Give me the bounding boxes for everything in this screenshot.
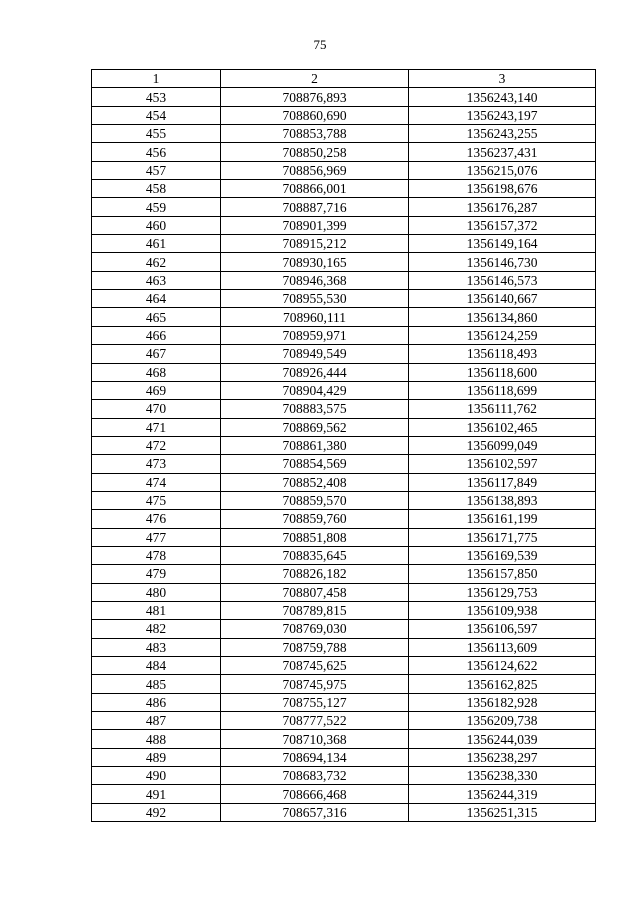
y-coordinate-cell: 1356157,372 bbox=[409, 216, 596, 234]
table-row bbox=[92, 693, 596, 711]
point-number-cell: 486 bbox=[92, 693, 221, 711]
y-coordinate-cell: 1356109,938 bbox=[409, 601, 596, 619]
y-coordinate-cell: 1356106,597 bbox=[409, 620, 596, 638]
table-row bbox=[92, 345, 596, 363]
x-coordinate-cell: 708759,788 bbox=[221, 638, 409, 656]
y-coordinate-cell: 1356244,039 bbox=[409, 730, 596, 748]
y-coordinate-cell: 1356209,738 bbox=[409, 712, 596, 730]
point-number-cell: 473 bbox=[92, 455, 221, 473]
x-coordinate-cell: 708777,522 bbox=[221, 712, 409, 730]
point-number-cell: 462 bbox=[92, 253, 221, 271]
table-row bbox=[92, 400, 596, 418]
table-row bbox=[92, 180, 596, 198]
table-row bbox=[92, 565, 596, 583]
table-row bbox=[92, 106, 596, 124]
table-row bbox=[92, 216, 596, 234]
x-coordinate-cell: 708826,182 bbox=[221, 565, 409, 583]
table-row bbox=[92, 675, 596, 693]
table-body bbox=[92, 88, 596, 822]
point-number-cell: 455 bbox=[92, 125, 221, 143]
point-number-cell: 485 bbox=[92, 675, 221, 693]
table-row bbox=[92, 290, 596, 308]
y-coordinate-cell: 1356118,699 bbox=[409, 381, 596, 399]
point-number-cell: 453 bbox=[92, 88, 221, 106]
table-row bbox=[92, 253, 596, 271]
y-coordinate-cell: 1356117,849 bbox=[409, 473, 596, 491]
x-coordinate-cell: 708666,468 bbox=[221, 785, 409, 803]
table-header bbox=[92, 70, 596, 88]
table-row bbox=[92, 730, 596, 748]
y-coordinate-cell: 1356149,164 bbox=[409, 235, 596, 253]
x-coordinate-cell: 708853,788 bbox=[221, 125, 409, 143]
y-coordinate-cell: 1356171,775 bbox=[409, 528, 596, 546]
point-number-cell: 492 bbox=[92, 803, 221, 821]
y-coordinate-cell: 1356162,825 bbox=[409, 675, 596, 693]
table-row bbox=[92, 528, 596, 546]
x-coordinate-cell: 708657,316 bbox=[221, 803, 409, 821]
x-coordinate-cell: 708755,127 bbox=[221, 693, 409, 711]
x-coordinate-cell: 708930,165 bbox=[221, 253, 409, 271]
table-row bbox=[92, 491, 596, 509]
table-row bbox=[92, 620, 596, 638]
y-coordinate-cell: 1356124,622 bbox=[409, 657, 596, 675]
y-coordinate-cell: 1356243,197 bbox=[409, 106, 596, 124]
point-number-cell: 475 bbox=[92, 491, 221, 509]
table-row bbox=[92, 601, 596, 619]
y-coordinate-cell: 1356102,465 bbox=[409, 418, 596, 436]
x-coordinate-cell: 708789,815 bbox=[221, 601, 409, 619]
x-coordinate-cell: 708883,575 bbox=[221, 400, 409, 418]
table-row bbox=[92, 748, 596, 766]
table-row bbox=[92, 436, 596, 454]
y-coordinate-cell: 1356251,315 bbox=[409, 803, 596, 821]
page-number: 75 bbox=[313, 37, 327, 52]
x-coordinate-cell: 708955,530 bbox=[221, 290, 409, 308]
x-coordinate-cell: 708926,444 bbox=[221, 363, 409, 381]
point-number-cell: 458 bbox=[92, 180, 221, 198]
x-coordinate-cell: 708854,569 bbox=[221, 455, 409, 473]
point-number-cell: 474 bbox=[92, 473, 221, 491]
table-row bbox=[92, 143, 596, 161]
point-number-cell: 454 bbox=[92, 106, 221, 124]
table-row bbox=[92, 235, 596, 253]
x-coordinate-cell: 708869,562 bbox=[221, 418, 409, 436]
y-coordinate-cell: 1356243,140 bbox=[409, 88, 596, 106]
table-row bbox=[92, 308, 596, 326]
x-coordinate-cell: 708876,893 bbox=[221, 88, 409, 106]
table-row bbox=[92, 271, 596, 289]
x-coordinate-cell: 708851,808 bbox=[221, 528, 409, 546]
table-row bbox=[92, 767, 596, 785]
y-coordinate-cell: 1356182,928 bbox=[409, 693, 596, 711]
x-coordinate-cell: 708807,458 bbox=[221, 583, 409, 601]
y-coordinate-cell: 1356238,297 bbox=[409, 748, 596, 766]
y-coordinate-cell: 1356138,893 bbox=[409, 491, 596, 509]
y-coordinate-cell: 1356161,199 bbox=[409, 510, 596, 528]
point-number-cell: 463 bbox=[92, 271, 221, 289]
point-number-cell: 491 bbox=[92, 785, 221, 803]
point-number-cell: 464 bbox=[92, 290, 221, 308]
point-number-cell: 476 bbox=[92, 510, 221, 528]
x-coordinate-cell: 708960,111 bbox=[221, 308, 409, 326]
table-row bbox=[92, 583, 596, 601]
point-number-cell: 470 bbox=[92, 400, 221, 418]
header-col-1: 1 bbox=[92, 70, 221, 88]
x-coordinate-cell: 708866,001 bbox=[221, 180, 409, 198]
table-row bbox=[92, 363, 596, 381]
x-coordinate-cell: 708745,625 bbox=[221, 657, 409, 675]
point-number-cell: 482 bbox=[92, 620, 221, 638]
point-number-cell: 465 bbox=[92, 308, 221, 326]
table-row bbox=[92, 510, 596, 528]
point-number-cell: 466 bbox=[92, 326, 221, 344]
point-number-cell: 490 bbox=[92, 767, 221, 785]
table-row bbox=[92, 161, 596, 179]
x-coordinate-cell: 708859,570 bbox=[221, 491, 409, 509]
y-coordinate-cell: 1356102,597 bbox=[409, 455, 596, 473]
y-coordinate-cell: 1356243,255 bbox=[409, 125, 596, 143]
table-row bbox=[92, 712, 596, 730]
y-coordinate-cell: 1356198,676 bbox=[409, 180, 596, 198]
y-coordinate-cell: 1356238,330 bbox=[409, 767, 596, 785]
point-number-cell: 477 bbox=[92, 528, 221, 546]
x-coordinate-cell: 708949,549 bbox=[221, 345, 409, 363]
point-number-cell: 457 bbox=[92, 161, 221, 179]
table-row bbox=[92, 546, 596, 564]
point-number-cell: 488 bbox=[92, 730, 221, 748]
x-coordinate-cell: 708859,760 bbox=[221, 510, 409, 528]
table-row bbox=[92, 803, 596, 821]
point-number-cell: 484 bbox=[92, 657, 221, 675]
x-coordinate-cell: 708915,212 bbox=[221, 235, 409, 253]
y-coordinate-cell: 1356215,076 bbox=[409, 161, 596, 179]
y-coordinate-cell: 1356124,259 bbox=[409, 326, 596, 344]
point-number-cell: 480 bbox=[92, 583, 221, 601]
point-number-cell: 461 bbox=[92, 235, 221, 253]
table-row bbox=[92, 455, 596, 473]
y-coordinate-cell: 1356099,049 bbox=[409, 436, 596, 454]
table-row bbox=[92, 326, 596, 344]
x-coordinate-cell: 708946,368 bbox=[221, 271, 409, 289]
y-coordinate-cell: 1356157,850 bbox=[409, 565, 596, 583]
x-coordinate-cell: 708861,380 bbox=[221, 436, 409, 454]
x-coordinate-cell: 708904,429 bbox=[221, 381, 409, 399]
point-number-cell: 468 bbox=[92, 363, 221, 381]
table-row bbox=[92, 88, 596, 106]
y-coordinate-cell: 1356140,667 bbox=[409, 290, 596, 308]
point-number-cell: 479 bbox=[92, 565, 221, 583]
x-coordinate-cell: 708856,969 bbox=[221, 161, 409, 179]
x-coordinate-cell: 708901,399 bbox=[221, 216, 409, 234]
point-number-cell: 456 bbox=[92, 143, 221, 161]
y-coordinate-cell: 1356169,539 bbox=[409, 546, 596, 564]
y-coordinate-cell: 1356237,431 bbox=[409, 143, 596, 161]
x-coordinate-cell: 708694,134 bbox=[221, 748, 409, 766]
y-coordinate-cell: 1356111,762 bbox=[409, 400, 596, 418]
point-number-cell: 483 bbox=[92, 638, 221, 656]
point-number-cell: 472 bbox=[92, 436, 221, 454]
x-coordinate-cell: 708959,971 bbox=[221, 326, 409, 344]
x-coordinate-cell: 708850,258 bbox=[221, 143, 409, 161]
table-row bbox=[92, 785, 596, 803]
y-coordinate-cell: 1356176,287 bbox=[409, 198, 596, 216]
table-row bbox=[92, 638, 596, 656]
x-coordinate-cell: 708860,690 bbox=[221, 106, 409, 124]
y-coordinate-cell: 1356146,730 bbox=[409, 253, 596, 271]
y-coordinate-cell: 1356129,753 bbox=[409, 583, 596, 601]
table-row bbox=[92, 198, 596, 216]
y-coordinate-cell: 1356118,600 bbox=[409, 363, 596, 381]
coordinates-table bbox=[91, 69, 596, 822]
x-coordinate-cell: 708852,408 bbox=[221, 473, 409, 491]
header-col-2: 2 bbox=[221, 70, 409, 88]
y-coordinate-cell: 1356146,573 bbox=[409, 271, 596, 289]
point-number-cell: 489 bbox=[92, 748, 221, 766]
point-number-cell: 459 bbox=[92, 198, 221, 216]
point-number-cell: 487 bbox=[92, 712, 221, 730]
header-row bbox=[92, 70, 596, 88]
table-row bbox=[92, 473, 596, 491]
table-row bbox=[92, 381, 596, 399]
table-row bbox=[92, 125, 596, 143]
x-coordinate-cell: 708887,716 bbox=[221, 198, 409, 216]
point-number-cell: 478 bbox=[92, 546, 221, 564]
y-coordinate-cell: 1356244,319 bbox=[409, 785, 596, 803]
y-coordinate-cell: 1356113,609 bbox=[409, 638, 596, 656]
point-number-cell: 471 bbox=[92, 418, 221, 436]
y-coordinate-cell: 1356118,493 bbox=[409, 345, 596, 363]
table-row bbox=[92, 418, 596, 436]
point-number-cell: 467 bbox=[92, 345, 221, 363]
point-number-cell: 469 bbox=[92, 381, 221, 399]
x-coordinate-cell: 708835,645 bbox=[221, 546, 409, 564]
point-number-cell: 481 bbox=[92, 601, 221, 619]
y-coordinate-cell: 1356134,860 bbox=[409, 308, 596, 326]
x-coordinate-cell: 708683,732 bbox=[221, 767, 409, 785]
x-coordinate-cell: 708769,030 bbox=[221, 620, 409, 638]
x-coordinate-cell: 708745,975 bbox=[221, 675, 409, 693]
x-coordinate-cell: 708710,368 bbox=[221, 730, 409, 748]
table-row bbox=[92, 657, 596, 675]
header-col-3: 3 bbox=[409, 70, 596, 88]
point-number-cell: 460 bbox=[92, 216, 221, 234]
